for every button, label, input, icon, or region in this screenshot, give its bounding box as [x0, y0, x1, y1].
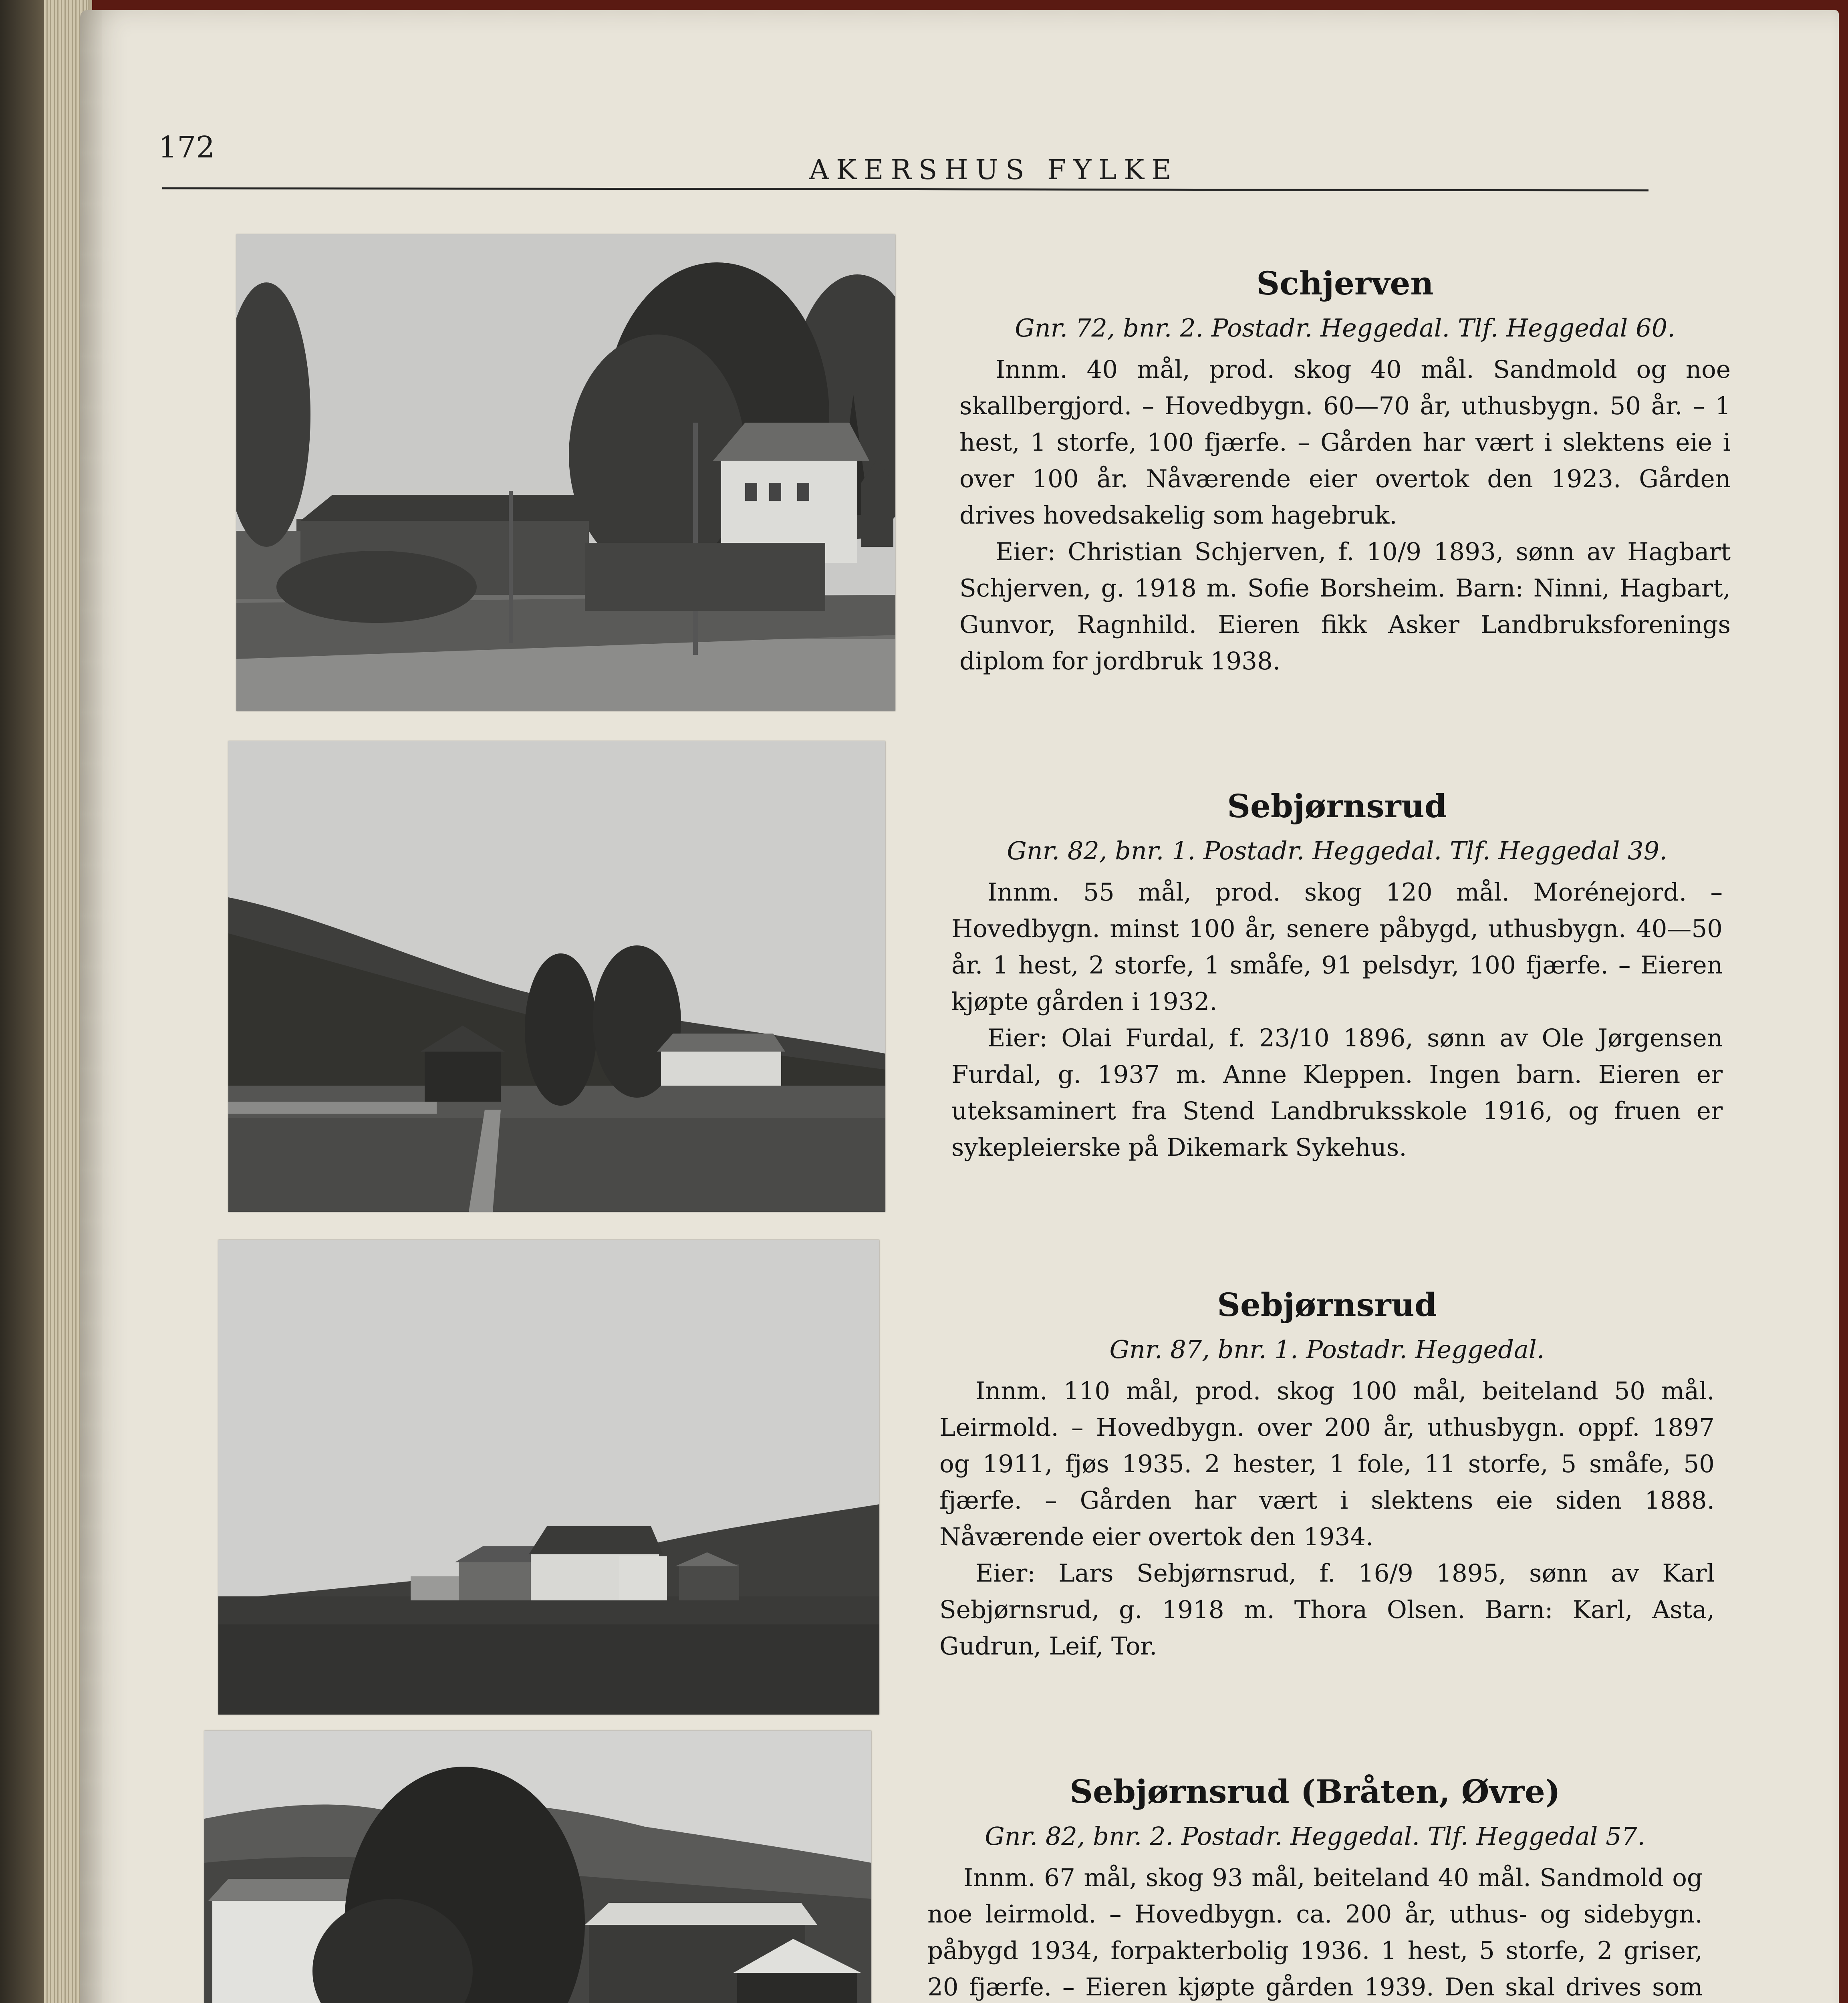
entry-title: Sebjørnsrud — [1217, 1286, 1437, 1324]
entry-title: Sebjørnsrud (Bråten, Øvre) — [1070, 1773, 1560, 1810]
farm-entry-braten-ovre — [927, 1773, 1703, 2003]
entry-meta: Gnr. 82, bnr. 1. Postadr. Heggedal. Tlf. Heggedal 39. — [1007, 836, 1667, 865]
entry-title: Sebjørnsrud — [1227, 787, 1447, 825]
farm-photo-sebjornsrud-82-1 — [228, 741, 885, 1212]
farm-entry-sebjornsrud-82-1 — [951, 787, 1723, 1166]
farm-photo-braten-ovre — [204, 1731, 871, 2003]
running-head: AKERSHUS FYLKE — [809, 154, 1179, 186]
page-number: 172 — [158, 130, 215, 165]
farm-photo-schjerven — [236, 234, 895, 711]
entry-description: Innm. 55 mål, prod. skog 120 mål. Morénejord. – Hovedbygn. minst 100 år, senere påbygd, uthusbygn. 40—50 år. 1 hest, 2 storfe, 1 småfe, 91 pelsdyr, 100 fjærfe. – Eieren kjøpte gården i 1932. — [951, 878, 1723, 1016]
farm-entry-sebjornsrud-87-1 — [939, 1286, 1715, 1664]
entry-owner: Eier: Olai Furdal, f. 23/10 1896, sønn av Ole Jørgensen Furdal, g. 1937 m. Anne Kleppen. Ingen barn. Eieren er uteksaminert fra Stend Landbruksskole 1916, og fruen er sykepleierske på Dikemark Sykehus. — [951, 1024, 1723, 1162]
farm-photo-sebjornsrud-87-1 — [218, 1240, 879, 1715]
entry-owner: Eier: Christian Schjerven, f. 10/9 1893, sønn av Hagbart Schjerven, g. 1918 m. Sofie Borsheim. Barn: Ninni, Hagbart, Gunvor, Ragnhild. Eieren fikk Asker Landbruksforenings diplom for jordbruk 1938. — [959, 538, 1731, 675]
entry-title: Schjerven — [1256, 264, 1434, 302]
entry-description: Innm. 40 mål, prod. skog 40 mål. Sandmold og noe skallbergjord. – Hovedbygn. 60—70 år, uthusbygn. 50 år. – 1 hest, 1 storfe, 100 fjærfe. – Gården har vært i slektens eie i over 100 år. Nåværende eier overtok den 1923. Gården drives hovedsakelig som hagebruk. — [959, 355, 1731, 530]
entry-meta: Gnr. 72, bnr. 2. Postadr. Heggedal. Tlf. Heggedal 60. — [1015, 313, 1675, 343]
farm-entry-schjerven — [959, 264, 1731, 679]
entry-description: Innm. 67 mål, skog 93 mål, beiteland 40 mål. Sandmold og noe leirmold. – Hovedbygn. ca. 200 år, uthus- og sidebygn. påbygd 1934, forpakterbolig 1936. 1 hest, 5 storfe, 2 griser, 20 fjærfe. – Eieren kjøpte gården 1939. Den skal drives som — [927, 1864, 1703, 2001]
entry-owner: Eier: Lars Sebjørnsrud, f. 16/9 1895, sønn av Karl Sebjørnsrud, g. 1918 m. Thora Olsen. Barn: Karl, Asta, Gudrun, Leif, Tor. — [939, 1559, 1715, 1660]
entry-meta: Gnr. 87, bnr. 1. Postadr. Heggedal. — [1109, 1335, 1545, 1364]
entry-meta: Gnr. 82, bnr. 2. Postadr. Heggedal. Tlf. Heggedal 57. — [985, 1822, 1645, 1851]
entry-description: Innm. 110 mål, prod. skog 100 mål, beiteland 50 mål. Leirmold. – Hovedbygn. over 200 år, uthusbygn. oppf. 1897 og 1911, fjøs 1935. 2 hester, 1 fole, 11 storfe, 5 småfe, 50 fjærfe. – Gården har vært i slektens eie siden 1888. Nåværende eier overtok den 1934. — [939, 1377, 1715, 1551]
